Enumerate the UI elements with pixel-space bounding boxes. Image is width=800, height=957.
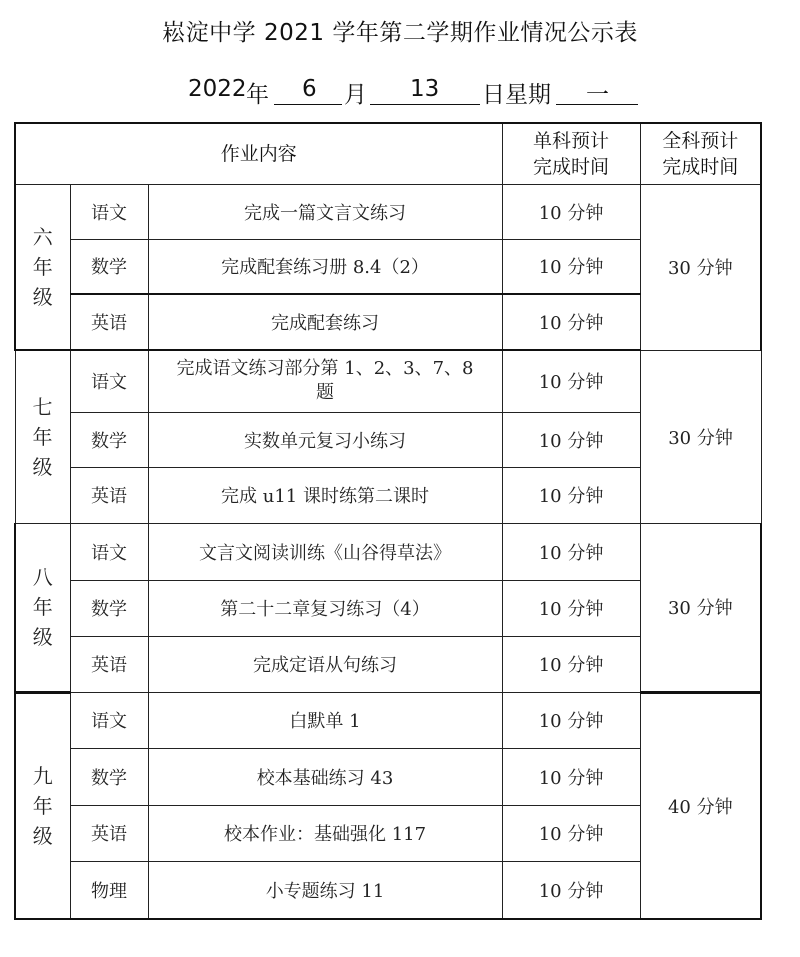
time-cell: 10 分钟 bbox=[502, 861, 640, 919]
table-row bbox=[15, 184, 761, 239]
subject-cell: 数学 bbox=[70, 239, 148, 294]
subject-cell: 英语 bbox=[70, 294, 148, 350]
content-cell: 完成 u11 课时练第二课时 bbox=[148, 467, 502, 523]
subject-cell: 数学 bbox=[70, 580, 148, 636]
subject-cell: 数学 bbox=[70, 748, 148, 805]
subject-cell: 英语 bbox=[70, 467, 148, 523]
grade-8-total: 30 分钟 bbox=[640, 523, 761, 692]
header-content: 作业内容 bbox=[15, 123, 502, 184]
date-weekday: 一 bbox=[586, 82, 609, 108]
content-cell: 实数单元复习小练习 bbox=[148, 412, 502, 467]
date-month-label: 月 bbox=[344, 82, 367, 108]
time-cell: 10 分钟 bbox=[502, 523, 640, 580]
header-total-line1: 全科预计 bbox=[662, 129, 739, 152]
content-cell: 白默单 1 bbox=[148, 692, 502, 748]
subject-cell: 语文 bbox=[70, 350, 148, 412]
header-total-line2: 完成时间 bbox=[662, 155, 739, 178]
grade-6-total: 30 分钟 bbox=[640, 184, 761, 350]
date-month: 6 bbox=[302, 76, 317, 102]
table-row bbox=[15, 350, 761, 412]
time-cell: 10 分钟 bbox=[502, 412, 640, 467]
time-cell: 10 分钟 bbox=[502, 636, 640, 692]
header-single-line1: 单科预计 bbox=[533, 129, 610, 152]
subject-cell: 英语 bbox=[70, 805, 148, 861]
date-year: 2022 bbox=[188, 76, 247, 102]
time-cell: 10 分钟 bbox=[502, 692, 640, 748]
subject-cell: 语文 bbox=[70, 184, 148, 239]
content-cell: 校本基础练习 43 bbox=[148, 748, 502, 805]
grade-9-label: 九 年 级 bbox=[15, 692, 70, 919]
header-single-time bbox=[502, 123, 640, 184]
homework-table bbox=[14, 122, 762, 920]
content-cell: 校本作业：基础强化 117 bbox=[148, 805, 502, 861]
subject-cell: 物理 bbox=[70, 861, 148, 919]
subject-cell: 语文 bbox=[70, 523, 148, 580]
content-cell: 小专题练习 11 bbox=[148, 861, 502, 919]
subject-cell: 英语 bbox=[70, 636, 148, 692]
time-cell: 10 分钟 bbox=[502, 239, 640, 294]
grade-8-label: 八 年 级 bbox=[15, 523, 70, 692]
time-cell: 10 分钟 bbox=[502, 805, 640, 861]
table-row bbox=[15, 523, 761, 580]
page-title: 崧淀中学 2021 学年第二学期作业情况公示表 bbox=[162, 20, 638, 46]
day-underline bbox=[370, 104, 480, 105]
time-cell: 10 分钟 bbox=[502, 294, 640, 350]
date-year-label: 年 bbox=[246, 82, 269, 108]
time-cell: 10 分钟 bbox=[502, 350, 640, 412]
content-cell: 文言文阅读训练《山谷得草法》 bbox=[148, 523, 502, 580]
content-cell: 完成一篇文言文练习 bbox=[148, 184, 502, 239]
content-cell: 第二十二章复习练习（4） bbox=[148, 580, 502, 636]
time-cell: 10 分钟 bbox=[502, 467, 640, 523]
time-cell: 10 分钟 bbox=[502, 580, 640, 636]
content-cell: 完成配套练习 bbox=[148, 294, 502, 350]
header-row bbox=[15, 123, 761, 184]
date-day-label: 日星期 bbox=[482, 82, 551, 108]
grade-9-total: 40 分钟 bbox=[640, 692, 761, 919]
subject-cell: 语文 bbox=[70, 692, 148, 748]
content-cell: 完成配套练习册 8.4（2） bbox=[148, 239, 502, 294]
content-cell: 完成定语从句练习 bbox=[148, 636, 502, 692]
header-total-time bbox=[640, 123, 761, 184]
date-day: 13 bbox=[410, 76, 440, 102]
header-single-line2: 完成时间 bbox=[533, 155, 610, 178]
grade-7-label: 七 年 级 bbox=[15, 350, 70, 523]
grade-6-label: 六 年 级 bbox=[15, 184, 70, 350]
month-underline bbox=[274, 104, 342, 105]
table-row bbox=[15, 692, 761, 748]
subject-cell: 数学 bbox=[70, 412, 148, 467]
time-cell: 10 分钟 bbox=[502, 748, 640, 805]
time-cell: 10 分钟 bbox=[502, 184, 640, 239]
content-cell: 完成语文练习部分第 1、2、3、7、8 题 bbox=[148, 350, 502, 412]
date-line bbox=[188, 76, 648, 108]
grade-7-total: 30 分钟 bbox=[640, 350, 761, 523]
